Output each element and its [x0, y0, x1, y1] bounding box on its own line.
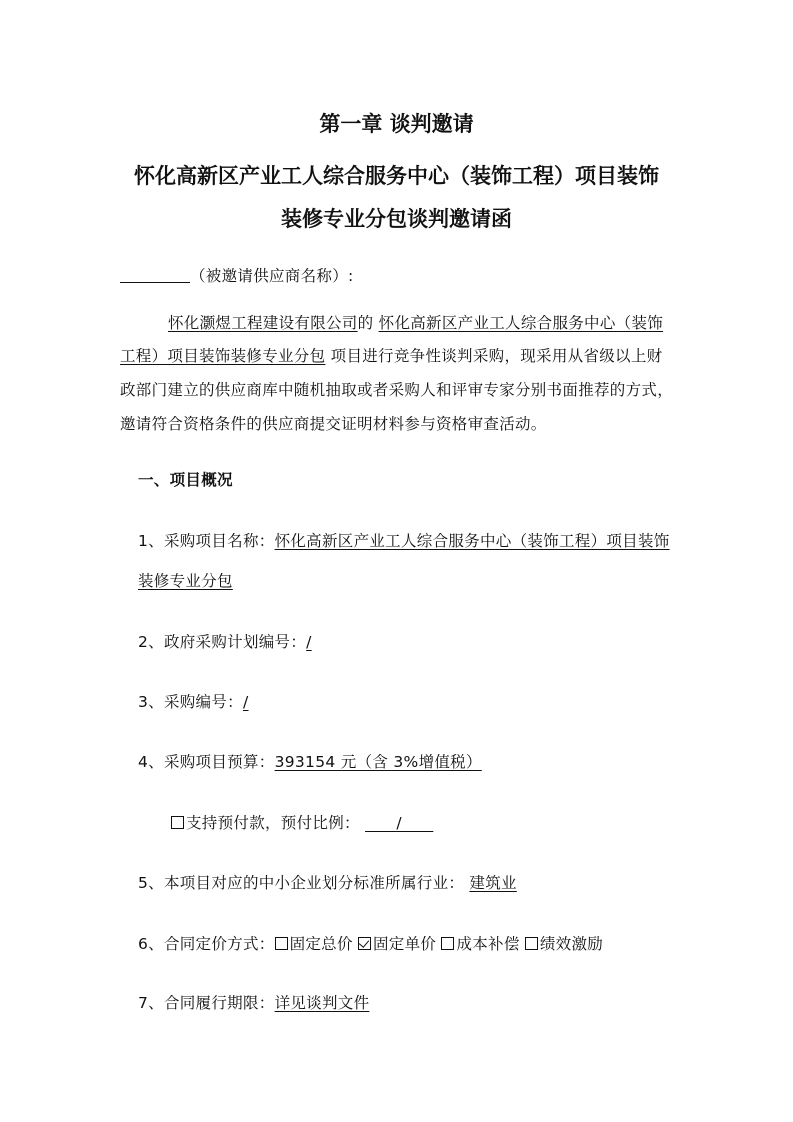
intro-line3: 政部门建立的供应商库中随机抽取或者采购人和评审专家分别书面推荐的方式，: [120, 381, 674, 399]
project-name-inline: 怀化高新区产业工人综合服务中心（装饰: [378, 314, 664, 332]
item-2-value: /: [306, 633, 312, 651]
prepayment-checkbox[interactable]: [171, 816, 184, 829]
item-7: 7、合同履行期限：详见谈判文件: [138, 994, 370, 1012]
intro-line1: 怀化灏煜工程建设有限公司的 怀化高新区产业工人综合服务中心（装饰: [168, 314, 664, 332]
item-3-value: /: [242, 693, 249, 711]
item-4: 4、采购项目预算：393154 元（含 3%增值税）: [138, 753, 482, 771]
item-2: 2、政府采购计划编号：/: [138, 633, 312, 651]
prepayment-line: 支持预付款，预付比例： /: [171, 811, 433, 833]
prepayment-ratio: /: [396, 814, 402, 832]
supplier-name-blank: [120, 266, 190, 283]
item-1-value: 怀化高新区产业工人综合服务中心（装饰工程）项目装饰: [274, 532, 670, 550]
addressee-suffix: （被邀请供应商名称）:: [190, 267, 354, 285]
intro-line2: 工程）项目装饰装修专业分包 项目进行竞争性谈判采购，现采用从省级以上财: [120, 347, 663, 365]
item-6: 6、合同定价方式： 固定总价 固定单价 成本补偿 绩效激励: [138, 935, 604, 953]
item-1-cont: 装修专业分包: [138, 572, 233, 590]
checkbox-fixed-unit-price[interactable]: [358, 937, 371, 950]
item-4-value: 393154 元（含 3%增值税）: [274, 753, 482, 771]
invitation-title-line2: 装修专业分包谈判邀请函: [281, 207, 512, 231]
checkbox-cost-compensation[interactable]: [441, 937, 454, 950]
addressee-line: [120, 264, 354, 286]
invitation-title-line1: 怀化高新区产业工人综合服务中心（装饰工程）项目装饰: [134, 164, 659, 188]
chapter-title: 第一章 谈判邀请: [319, 112, 474, 136]
item-1: 1、采购项目名称：怀化高新区产业工人综合服务中心（装饰工程）项目装饰: [138, 532, 670, 550]
checkbox-fixed-total-price[interactable]: [275, 937, 288, 950]
item-7-value: 详见谈判文件: [274, 994, 370, 1012]
checkbox-performance-incentive[interactable]: [525, 937, 538, 950]
purchaser-company: 怀化灏煜工程建设有限公司: [168, 314, 358, 332]
project-name-inline-cont: 工程）项目装饰装修专业分包: [120, 347, 326, 365]
section-heading-project-overview: 一、项目概况: [138, 471, 233, 489]
intro-line4: 邀请符合资格条件的供应商提交证明材料参与资格审查活动。: [120, 415, 547, 433]
item-5-value: 建筑业: [469, 874, 517, 892]
item-3: 3、采购编号：/: [138, 693, 249, 711]
item-5: 5、本项目对应的中小企业划分标准所属行业： 建筑业: [138, 874, 517, 892]
